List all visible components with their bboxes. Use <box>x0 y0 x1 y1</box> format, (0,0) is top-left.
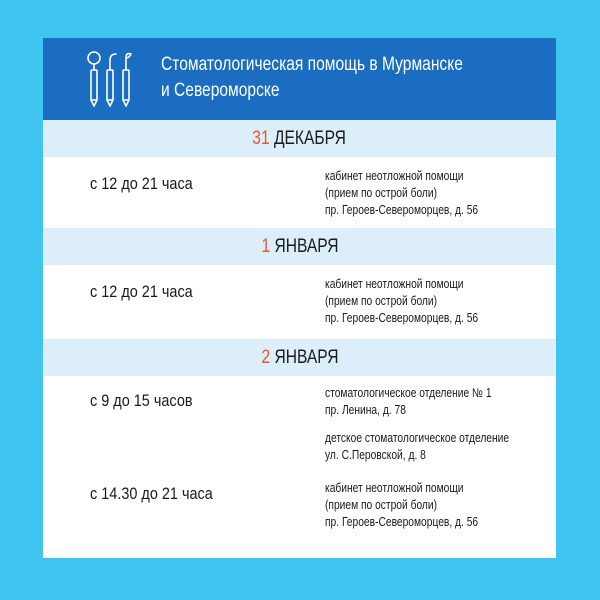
clinic-name: кабинет неотложной помощи <box>325 277 464 291</box>
schedule-card <box>43 38 556 558</box>
clinic-info <box>325 430 509 464</box>
time-range: с 12 до 21 часа <box>90 174 193 193</box>
day-header-jan-1 <box>43 228 556 265</box>
clinic-note: (прием по острой боли) <box>325 498 438 512</box>
day-number: 31 <box>252 128 271 149</box>
clinic-address: пр. Ленина, д. 78 <box>325 403 406 417</box>
clinic-name: детское стоматологическое отделение <box>325 431 510 445</box>
clinic-info <box>325 168 478 219</box>
clinic-address: пр. Героев-Североморцев, д. 56 <box>325 203 479 217</box>
page-title <box>161 52 546 104</box>
day-month: ЯНВАРЯ <box>273 347 339 368</box>
clinic-note: (прием по острой боли) <box>325 186 438 200</box>
title-line-2: и Североморске <box>161 80 280 101</box>
clinic-info <box>325 480 478 531</box>
day-header-jan-2 <box>43 339 556 376</box>
time-range: с 14.30 до 21 часа <box>90 484 213 503</box>
title-line-1: Стоматологическая помощь в Мурманске <box>161 54 463 75</box>
day-month: ДЕКАБРЯ <box>274 128 347 149</box>
clinic-address: пр. Героев-Североморцев, д. 56 <box>325 311 479 325</box>
dental-tools-icon <box>85 48 135 110</box>
clinic-name: стоматологическое отделение № 1 <box>325 386 492 400</box>
time-range: с 9 до 15 часов <box>90 391 193 410</box>
clinic-name: кабинет неотложной помощи <box>325 481 464 495</box>
clinic-info <box>325 276 478 327</box>
header-banner <box>43 38 556 120</box>
time-range: с 12 до 21 часа <box>90 282 193 301</box>
clinic-name: кабинет неотложной помощи <box>325 169 464 183</box>
day-month: ЯНВАРЯ <box>273 236 339 257</box>
clinic-note: (прием по острой боли) <box>325 294 438 308</box>
clinic-info <box>325 385 492 419</box>
clinic-address: пр. Героев-Североморцев, д. 56 <box>325 515 479 529</box>
day-header-dec-31 <box>43 120 556 157</box>
clinic-address: ул. С.Перовской, д. 8 <box>325 448 426 462</box>
day-number: 1 <box>260 236 270 257</box>
day-number: 2 <box>260 347 270 368</box>
